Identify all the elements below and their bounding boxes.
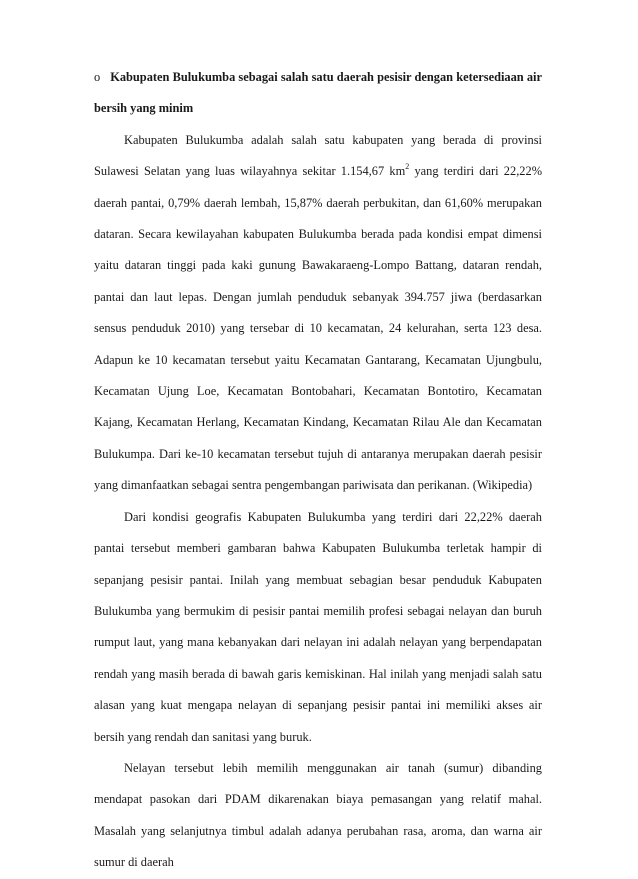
paragraph-3: Nelayan tersebut lebih memilih menggunakan air tanah (sumur) dibanding mendapat pasokan dari PDAM dikarenakan biaya pemasangan yang relatif mahal. Masalah yang selanjutnya timbul adalah adanya perubahan rasa, aroma, dan warna air sumur di daerah: [94, 760, 542, 870]
paragraph-2: Dari kondisi geografis Kabupaten Bulukumba yang terdiri dari 22,22% daerah pantai tersebut memberi gambaran bahwa Kabupaten Bulukumba terletak hampir di sepanjang pesisir pantai. Inilah yang membuat sebagian besar penduduk Kabupaten Bulukumba yang bermukim di pesisir pantai memilih profesi sebagai nelayan dan buruh rumput laut, yang mana kebanyakan dari nelayan ini adalah nelayan yang berpendapatan rendah yang masih berada di bawah garis kemiskinan. Hal inilah yang menjadi salah satu alasan yang kuat mengapa nelayan di sepanjang pesisir pantai ini memiliki akses air bersih yang rendah dan sanitasi yang buruk.: [94, 509, 542, 744]
superscript-2: 2: [405, 162, 410, 172]
paragraph-1-text-b: yang terdiri dari 22,22% daerah pantai, 0,79% daerah lembah, 15,87% daerah perbukitan, dan 61,60% merupakan dataran. Secara kewilayahan kabupaten Bulukumba berada pada kondisi empat dimensi yaitu dataran tinggi pada kaki gunung Bawakaraeng-Lompo Battang, dataran rendah, pantai dan laut lepas. Dengan jumlah penduduk sebanyak 394.757 jiwa (berdasarkan sensus penduduk 2010) yang tersebar di 10 kecamatan, 24 kelurahan, serta 123 desa. Adapun ke 10 kecamatan tersebut yaitu Kecamatan Gantarang, Kecamatan Ujungbulu, Kecamatan Ujung Loe, Kecamatan Bontobahari, Kecamatan Bontotiro, Kecamatan Kajang, Kecamatan Herlang, Kecamatan Kindang, Kecamatan Rilau Ale dan Kecamatan Bulukumpa. Dari ke-10 kecamatan tersebut tujuh di antaranya merupakan daerah pesisir yang dimanfaatkan sebagai sentra pengembangan pariwisata dan perikanan. (Wikipedia): [94, 164, 543, 493]
paragraph-1: [94, 125, 542, 502]
bullet-marker: o: [94, 70, 101, 84]
section-heading: [94, 62, 542, 125]
section-heading-text: Kabupaten Bulukumba sebagai salah satu daerah pesisir dengan ketersediaan air bersih yang minim: [94, 70, 542, 116]
paragraph-1-text-a: Kabupaten Bulukumba adalah salah satu kabupaten yang berada di provinsi Sulawesi Selatan yang luas wilayahnya sekitar 1.154,67 km: [94, 132, 542, 179]
